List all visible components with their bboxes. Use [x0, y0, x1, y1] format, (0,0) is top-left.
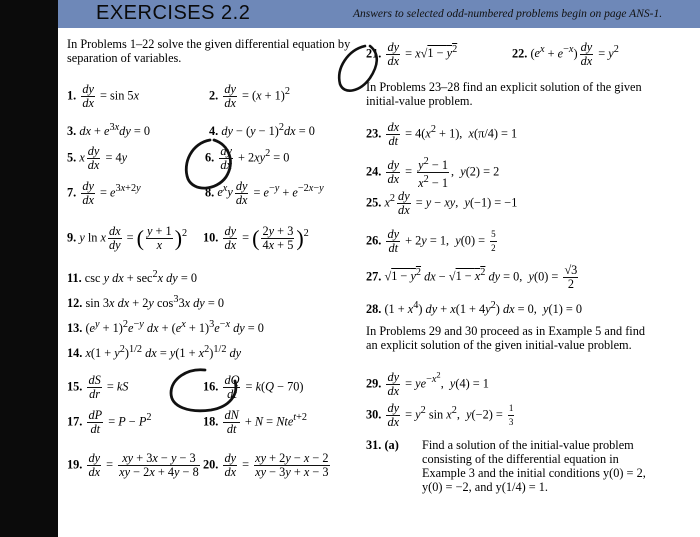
problem-3: 3. dx + $e^{3x}dy = 0$ — [67, 122, 151, 139]
problem-11: 11. csc y dx + $\sec^2x$ dy = 0 — [67, 269, 197, 286]
problem-15: 15. $\frac{dS}{dr}$ = kS — [67, 373, 129, 401]
section-title: EXERCISES 2.2 — [96, 2, 251, 24]
problem-18: 18. $\frac{dN}{dt}$ + N = Nte$^{t+2}$ — [203, 408, 308, 436]
intro-right-b: In Problems 29 and 30 proceed as in Example 5 and find an explicit solution of the given initial-value problem. — [366, 324, 646, 352]
problem-28: 28. $(1 + x^4)$ dy + $x(1 + 4y^2)$ dx = 0, y(1) = 0 — [366, 300, 583, 317]
problem-23: 23. $\frac{dx}{dt}$ = $4(x^2 + 1)$, x(π/4) = 1 — [366, 120, 518, 148]
intro-right-a: In Problems 23–28 find an explicit solution of the given initial-value problem. — [366, 80, 642, 108]
problem-9: 9. y ln x $\frac{dx}{dy}$ = ( $\frac{y + 1}{x}$ )$^2$ — [67, 224, 188, 252]
problem-25: 25. $x^2$ $\frac{dy}{dx}$ = y − xy, y(−1) = −1 — [366, 189, 518, 217]
problem-16: 16. $\frac{dQ}{dt}$ = k(Q − 70) — [203, 373, 304, 401]
intro-left: In Problems 1–22 solve the given differential equation by separation of variables. — [67, 37, 351, 65]
problem-10: 10. $\frac{dy}{dx}$ = ( $\frac{2y + 3}{4x + 5}$ )$^2$ — [203, 224, 309, 252]
problem-1: 1. $\frac{dy}{dx}$ = sin 5x — [67, 82, 140, 110]
problem-17: 17. $\frac{dP}{dt}$ = $P - P^2$ — [67, 408, 152, 436]
problem-14: 14. $x(1 + y^2)^{1/2}$ dx = $y(1 + x^2)^{1/2}$ dy — [67, 344, 242, 361]
problem-24: 24. $\frac{dy}{dx}$ = $\frac{y^2 - 1}{x^2 - 1}$ , y(2) = 2 — [366, 156, 500, 191]
problem-6: 6. $\frac{dy}{dx}$ + $2xy^2 = 0$ — [205, 144, 290, 172]
problem-29: 29. $\frac{dy}{dx}$ = $ye^{-x^2}$, y(4) = 1 — [366, 370, 489, 399]
problem-12: 12. sin 3x dx + 2y $\cos^33x$ dy = 0 — [67, 294, 224, 311]
problem-26: 26. $\frac{dy}{dt}$ + 2y = 1, y(0) = $\frac{5}{2}$ — [366, 227, 496, 255]
problem-22: 22. $(e^x + e^{-x})$ $\frac{dy}{dx}$ = $y^2$ — [512, 40, 619, 68]
problem-19: 19. $\frac{dy}{dx}$ = $\frac{xy + 3x - y - 3}{xy - 2x + 4y - 8}$ — [67, 451, 199, 479]
problem-4: 4. dy − $(y - 1)^2dx = 0$ — [209, 122, 315, 139]
problem-8: 8. $e^xy$ $\frac{dy}{dx}$ = $e^{-y} + e^{-2x-y}$ — [205, 179, 324, 207]
problem-20: 20. $\frac{dy}{dx}$ = $\frac{xy + 2y - x - 2}{xy - 3y + x - 3}$ — [203, 451, 329, 479]
problem-2: 2. $\frac{dy}{dx}$ = $(x + 1)^2$ — [209, 82, 291, 110]
problem-31-text: Find a solution of the initial-value problem consisting of the differential equation in Example 3 and the initial conditions y(0) = 2, y(0) = −2, and y(1/4) = 1. — [422, 438, 646, 494]
problem-27: 27. $√1 - y^2$ dx − $√1 - x^2$ dy = 0, y(0) = $\frac{√3}{2}$ — [366, 263, 578, 291]
problem-21: 21. $\frac{dy}{dx}$ = $x√1 - y^2$ — [366, 40, 458, 68]
problem-31-number: 31. (a) — [366, 438, 399, 452]
problem-13: 13. $(e^y + 1)^2e^{-y}$ dx + $(e^x + 1)^3e^{-x}$ dy = 0 — [67, 319, 264, 336]
problem-30: 30. $\frac{dy}{dx}$ = $y^2$ $\sin x^2$, y(−2) = $\frac{1}{3}$ — [366, 401, 514, 429]
answers-note: Answers to selected odd-numbered problems begin on page ANS-1. — [353, 8, 663, 20]
problem-5: 5. x $\frac{dy}{dx}$ = 4y — [67, 144, 128, 172]
problem-7: 7. $\frac{dy}{dx}$ = $e^{3x+2y}$ — [67, 179, 141, 207]
